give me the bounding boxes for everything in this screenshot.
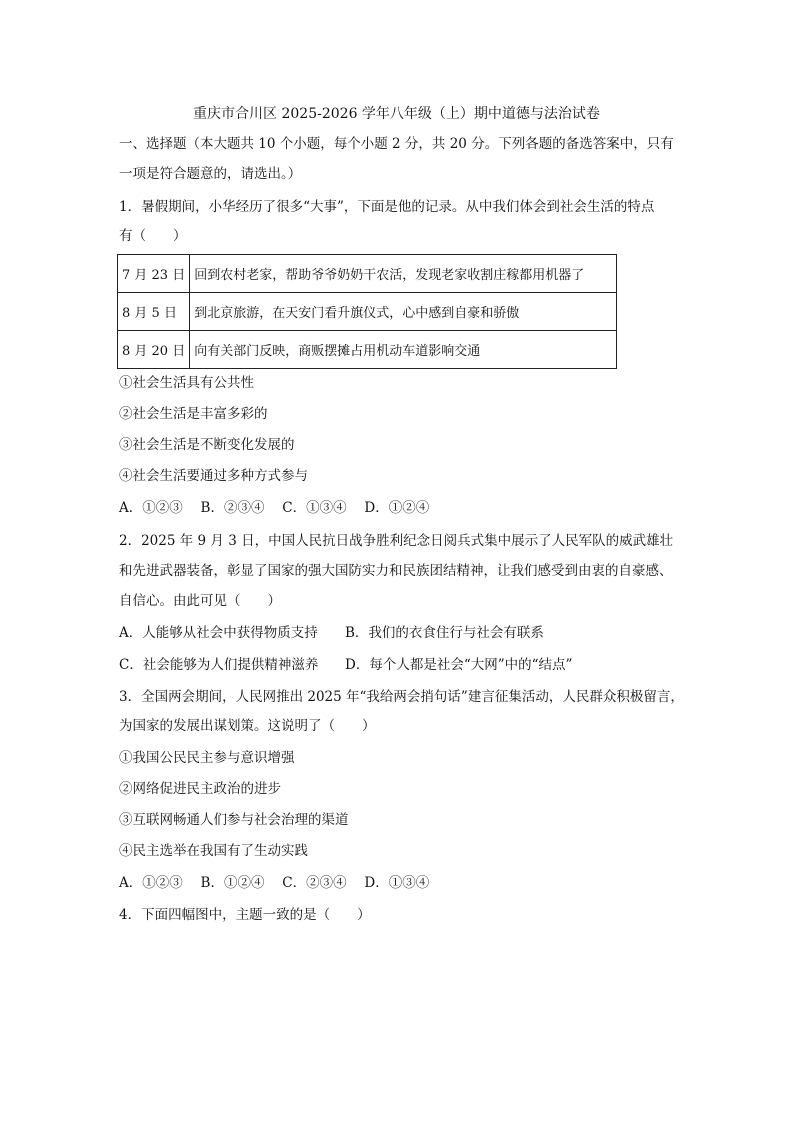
q2-options-row1 — [119, 623, 544, 643]
table-row — [118, 255, 617, 293]
q1-statement-1: ①社会生活具有公共性 — [119, 375, 254, 391]
q2-stem-line1: 2．2025 年 9 月 3 日，中国人民抗日战争胜利纪念日阅兵式集中展示了人民军队的威武雄壮 — [119, 533, 674, 549]
record-date: 8 月 20 日 — [118, 331, 190, 369]
record-event: 向有关部门反映，商贩摆摊占用机动车道影响交通 — [190, 331, 617, 369]
q1-statement-2: ②社会生活是丰富多彩的 — [119, 406, 268, 422]
section-heading-line2: 一项是符合题意的，请选出。） — [119, 166, 302, 182]
q2-stem-line2: 和先进武器装备，彰显了国家的强大国防实力和民族团结精神，让我们感受到由衷的自豪感、 — [119, 563, 673, 579]
q1-stem-line1: 1．暑假期间，小华经历了很多“大事”，下面是他的记录。从中我们体会到社会生活的特点 — [119, 199, 655, 215]
q3-statement-3: ③互联网畅通人们参与社会治理的渠道 — [119, 812, 349, 828]
q4-stem: 4．下面四幅图中，主题一致的是（ ） — [119, 907, 371, 923]
q1-options: A．①②③ B．②③④ C．①③④ D．①②④ — [119, 500, 430, 516]
q1-record-table — [117, 254, 617, 369]
q3-options: A．①②③ B．①②④ C．②③④ D．①③④ — [119, 875, 430, 891]
q2-option-b: B．我们的衣食住行与社会有联系 — [345, 625, 544, 641]
table-row — [118, 293, 617, 331]
q1-stem-line2: 有（ ） — [119, 228, 187, 244]
q3-statement-4: ④民主选举在我国有了生动实践 — [119, 843, 308, 859]
record-event: 回到农村老家，帮助爷爷奶奶干农活，发现老家收割庄稼都用机器了 — [190, 255, 617, 293]
q2-options-row2 — [119, 655, 572, 675]
q2-stem-line3: 自信心。由此可见（ ） — [119, 593, 281, 609]
page-title: 重庆市合川区 2025-2026 学年八年级（上）期中道德与法治试卷 — [193, 106, 600, 122]
q3-statement-2: ②网络促进民主政治的进步 — [119, 781, 281, 797]
q3-stem-line2: 为国家的发展出谋划策。这说明了（ ） — [119, 718, 376, 734]
q2-option-c: C．社会能够为人们提供精神滋养 — [119, 657, 319, 673]
q2-option-d: D．每个人都是社会“大网”中的“结点” — [345, 657, 573, 673]
record-event: 到北京旅游，在天安门看升旗仪式，心中感到自豪和骄傲 — [190, 293, 617, 331]
record-date: 8 月 5 日 — [118, 293, 190, 331]
table-row — [118, 331, 617, 369]
record-date: 7 月 23 日 — [118, 255, 190, 293]
q2-option-a: A．人能够从社会中获得物质支持 — [119, 625, 318, 641]
q1-statement-4: ④社会生活要通过多种方式参与 — [119, 468, 308, 484]
q3-stem-line1: 3．全国两会期间，人民网推出 2025 年“我给两会捎句话”建言征集活动，人民群众积极留言， — [119, 689, 684, 705]
q1-statement-3: ③社会生活是不断变化发展的 — [119, 437, 295, 453]
section-heading-line1: 一、选择题（本大题共 10 个小题，每个小题 2 分，共 20 分。下列各题的备选答案中，只有 — [119, 136, 674, 152]
q3-statement-1: ①我国公民民主参与意识增强 — [119, 750, 295, 766]
